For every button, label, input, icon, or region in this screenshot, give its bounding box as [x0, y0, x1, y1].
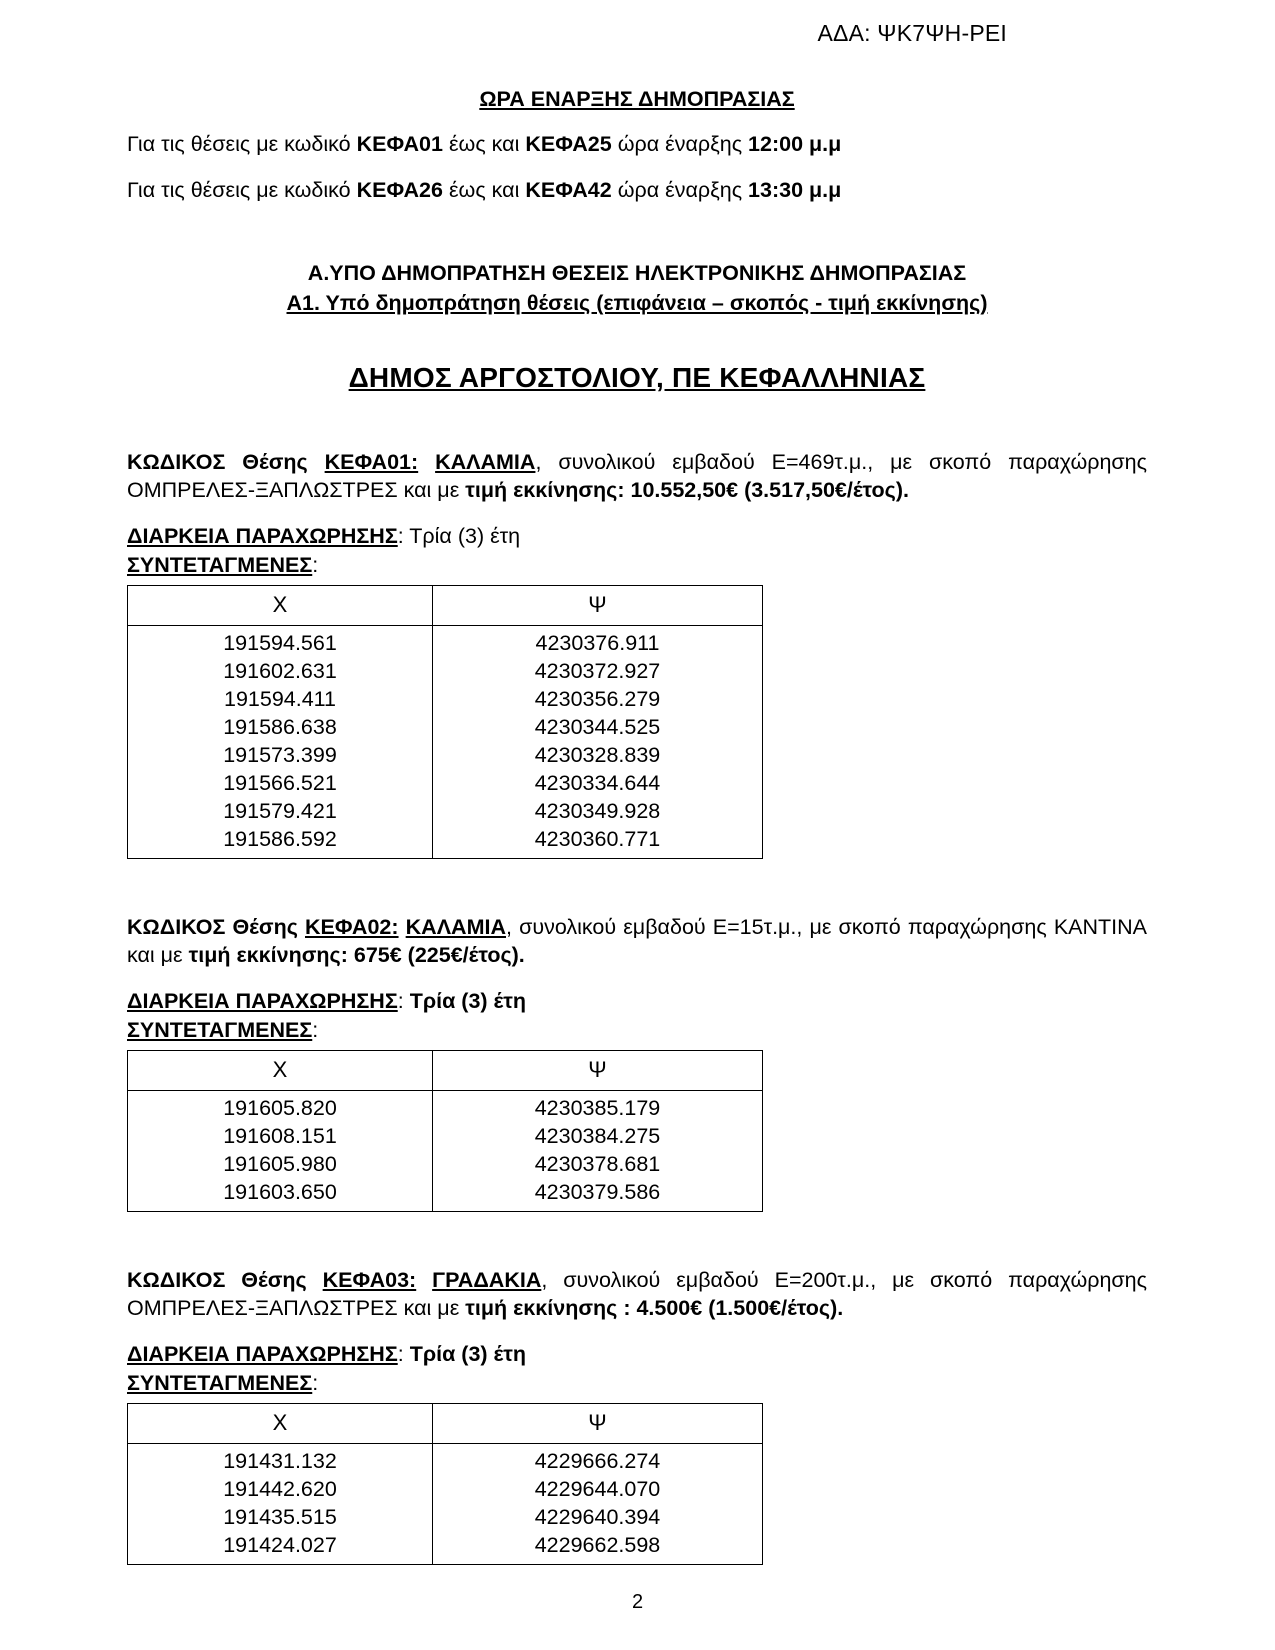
coordinates-label-line	[127, 1017, 1147, 1045]
auction-time-middle-2: έως και	[442, 177, 526, 202]
coord-x: 191586.638	[128, 714, 433, 742]
coord-x: 191602.631	[128, 658, 433, 686]
code-label: ΚΩΔΙΚΟΣ Θέσης	[127, 914, 305, 939]
table-header-row	[128, 1050, 763, 1090]
table-row	[128, 658, 763, 686]
auction-time-title: ΩΡΑ ΕΝΑΡΞΗΣ ΔΗΜΟΠΡΑΣΙΑΣ	[479, 87, 795, 111]
table-row	[128, 714, 763, 742]
coord-y: 4230385.179	[433, 1090, 763, 1123]
coord-x: 191594.411	[128, 686, 433, 714]
auction-code-to-2: ΚΕΦΑ42	[525, 177, 612, 202]
entry-place: ΚΑΛΑΜΙΑ	[405, 914, 506, 939]
table-row	[128, 1151, 763, 1179]
coord-y: 4230334.644	[433, 770, 763, 798]
coord-x: 191594.561	[128, 625, 433, 658]
coord-y: 4230372.927	[433, 658, 763, 686]
entry-details: , συνολικού εμβαδού Ε=200τ.μ., με σκοπό παραχώρησης ΟΜΠΡΕΛΕΣ-ΞΑΠΛΩΣΤΡΕΣ και με	[127, 1267, 1148, 1321]
table-row	[128, 826, 763, 859]
auction-entry	[127, 1266, 1147, 1565]
duration-separator: :	[397, 523, 410, 548]
auction-start-time-1: 12:00 μ.μ	[748, 132, 842, 156]
coord-x: 191605.820	[128, 1090, 433, 1123]
entry-code: ΚΕΦΑ03:	[322, 1267, 417, 1292]
auction-code-to-1: ΚΕΦΑ25	[525, 132, 612, 156]
duration-separator: :	[397, 988, 410, 1013]
duration-label: ΔΙΑΡΚΕΙΑ ΠΑΡΑΧΩΡΗΣΗΣ	[127, 988, 398, 1013]
coord-y: 4230360.771	[433, 826, 763, 859]
entry-code: ΚΕΦΑ01:	[324, 449, 419, 474]
entry-details: , συνολικού εμβαδού Ε=15τ.μ., με σκοπό παραχώρησης ΚΑΝΤΙΝΑ και με	[127, 914, 1148, 968]
coord-x: 191566.521	[128, 770, 433, 798]
duration-value: Τρία (3) έτη	[409, 1341, 526, 1366]
table-row	[128, 686, 763, 714]
coord-x: 191435.515	[128, 1504, 433, 1532]
auction-time-prefix-2: Για τις θέσεις με κωδικό	[127, 177, 357, 202]
duration-label: ΔΙΑΡΚΕΙΑ ΠΑΡΑΧΩΡΗΣΗΣ	[127, 1341, 398, 1366]
auction-entry	[127, 448, 1147, 859]
price-value: 675€ (225€/έτος).	[347, 943, 525, 968]
duration-value: Τρία (3) έτη	[409, 988, 526, 1013]
auction-time-prefix-1: Για τις θέσεις με κωδικό	[127, 132, 357, 156]
coordinates-colon: :	[312, 552, 319, 577]
coord-x: 191608.151	[128, 1123, 433, 1151]
coord-y: 4230344.525	[433, 714, 763, 742]
coordinates-table	[127, 1403, 763, 1565]
table-row	[128, 1476, 763, 1504]
column-header-y: Ψ	[433, 1403, 763, 1443]
section-a1-subheading: Α1. Υπό δημοπράτηση θέσεις (επιφάνεια – σκοπός - τιμή εκκίνησης)	[286, 290, 988, 315]
coord-y: 4229662.598	[433, 1532, 763, 1565]
price-value: 10.552,50€ (3.517,50€/έτος).	[624, 478, 909, 503]
coord-x: 191442.620	[128, 1476, 433, 1504]
coord-x: 191573.399	[128, 742, 433, 770]
coord-x: 191586.592	[128, 826, 433, 859]
table-row	[128, 1123, 763, 1151]
column-header-y: Ψ	[433, 1050, 763, 1090]
municipality-title: ΔΗΜΟΣ ΑΡΓΟΣΤΟΛΙΟΥ, ΠΕ ΚΕΦΑΛΛΗΝΙΑΣ	[348, 361, 926, 393]
entry-place: ΚΑΛΑΜΙΑ	[435, 449, 536, 474]
coord-x: 191605.980	[128, 1151, 433, 1179]
table-header-row	[128, 1403, 763, 1443]
coordinates-label-line	[127, 1370, 1147, 1398]
table-row	[128, 1532, 763, 1565]
entry-description	[127, 448, 1147, 505]
auction-time-suffix-2: ώρα έναρξης	[611, 177, 749, 202]
coord-y: 4230328.839	[433, 742, 763, 770]
entry-description	[127, 1266, 1147, 1323]
entry-place: ΓΡΑΔΑΚΙΑ	[432, 1267, 542, 1292]
table-row	[128, 1504, 763, 1532]
coord-y: 4230349.928	[433, 798, 763, 826]
table-row	[128, 1179, 763, 1212]
column-header-x: Χ	[128, 585, 433, 625]
duration-label: ΔΙΑΡΚΕΙΑ ΠΑΡΑΧΩΡΗΣΗΣ	[127, 523, 398, 548]
coord-y: 4230378.681	[433, 1151, 763, 1179]
auction-code-from-1: ΚΕΦΑ01	[356, 132, 443, 156]
section-a-heading: Α.ΥΠΟ ΔΗΜΟΠΡΑΤΗΣΗ ΘΕΣΕΙΣ ΗΛΕΚΤΡΟΝΙΚΗΣ ΔΗΜΟΠΡΑΣΙΑΣ	[307, 260, 967, 285]
auction-code-from-2: ΚΕΦΑ26	[356, 177, 443, 202]
table-row	[128, 1443, 763, 1476]
auction-time-suffix-1: ώρα έναρξης	[611, 132, 749, 156]
price-label: τιμή εκκίνησης:	[465, 478, 625, 503]
duration-line	[127, 1341, 1147, 1369]
price-value: 4.500€ (1.500€/έτος).	[630, 1296, 844, 1321]
price-label: τιμή εκκίνησης :	[465, 1296, 631, 1321]
coordinates-label: ΣΥΝΤΕΤΑΓΜΕΝΕΣ	[127, 552, 313, 577]
coord-y: 4230384.275	[433, 1123, 763, 1151]
table-row	[128, 798, 763, 826]
coordinates-table	[127, 585, 763, 859]
auction-time-line-2	[127, 177, 1147, 204]
column-header-y: Ψ	[433, 585, 763, 625]
page-number: 2	[631, 1591, 644, 1613]
table-row	[128, 770, 763, 798]
coord-y: 4229666.274	[433, 1443, 763, 1476]
price-label: τιμή εκκίνησης:	[188, 943, 348, 968]
auction-start-time-2: 13:30 μ.μ	[748, 177, 842, 202]
table-row	[128, 625, 763, 658]
table-row	[128, 742, 763, 770]
coord-y: 4230356.279	[433, 686, 763, 714]
coord-x: 191431.132	[128, 1443, 433, 1476]
entry-code: ΚΕΦΑ02:	[305, 914, 399, 939]
coord-x: 191579.421	[128, 798, 433, 826]
column-header-x: Χ	[128, 1050, 433, 1090]
table-row	[128, 1090, 763, 1123]
code-label: ΚΩΔΙΚΟΣ Θέσης	[127, 449, 325, 474]
coord-y: 4230379.586	[433, 1179, 763, 1212]
coord-y: 4229644.070	[433, 1476, 763, 1504]
duration-value: Τρία (3) έτη	[409, 523, 521, 548]
coordinates-table	[127, 1050, 763, 1212]
entry-details: , συνολικού εμβαδού Ε=469τ.μ., με σκοπό παραχώρησης ΟΜΠΡΕΛΕΣ-ΞΑΠΛΩΣΤΡΕΣ και με	[127, 449, 1148, 503]
coord-y: 4229640.394	[433, 1504, 763, 1532]
duration-line	[127, 988, 1147, 1016]
auction-entry	[127, 913, 1147, 1212]
coordinates-label: ΣΥΝΤΕΤΑΓΜΕΝΕΣ	[127, 1370, 313, 1395]
coord-x: 191424.027	[128, 1532, 433, 1565]
ada-reference: ΑΔΑ: ΨΚ7ΨΗ-ΡΕΙ	[817, 20, 1007, 46]
duration-separator: :	[397, 1341, 410, 1366]
auction-time-line-1	[127, 131, 1147, 158]
code-label: ΚΩΔΙΚΟΣ Θέσης	[127, 1267, 323, 1292]
page-content	[127, 0, 1147, 1565]
coord-y: 4230376.911	[433, 625, 763, 658]
coordinates-label: ΣΥΝΤΕΤΑΓΜΕΝΕΣ	[127, 1017, 313, 1042]
coordinates-colon: :	[312, 1370, 319, 1395]
duration-line	[127, 523, 1147, 551]
coord-x: 191603.650	[128, 1179, 433, 1212]
auction-time-middle-1: έως και	[442, 132, 526, 156]
coordinates-colon: :	[312, 1017, 319, 1042]
column-header-x: Χ	[128, 1403, 433, 1443]
entry-description	[127, 913, 1147, 970]
table-header-row	[128, 585, 763, 625]
coordinates-label-line	[127, 552, 1147, 580]
